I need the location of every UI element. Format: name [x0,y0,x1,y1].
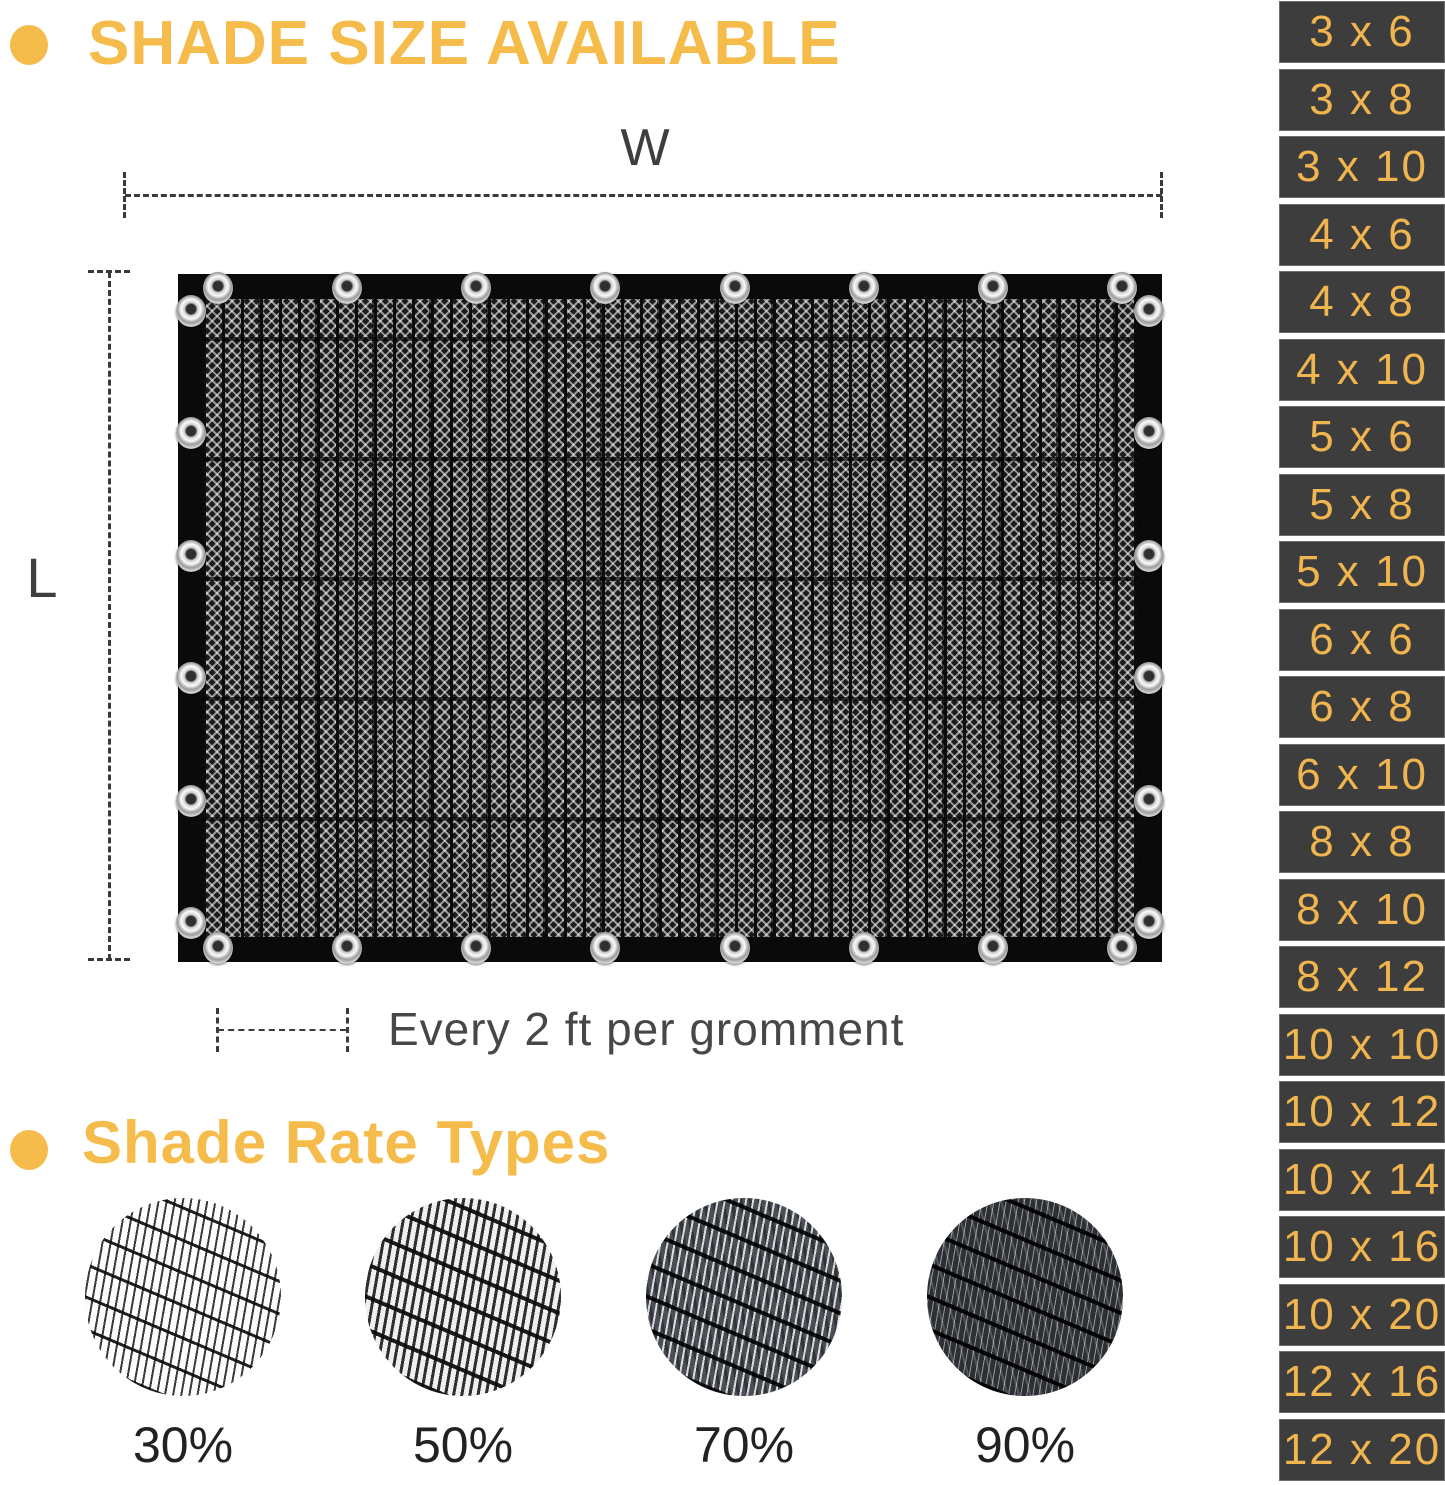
grommet [461,272,491,304]
shade-rate-swatch [365,1198,561,1396]
length-dimension-tick-top [88,270,130,273]
grommet [978,272,1008,304]
grommet-dimension-tick-right [346,1008,349,1052]
shade-rate-swatch [646,1198,842,1396]
shade-rate-swatch [927,1198,1123,1396]
size-box [1279,946,1445,1008]
size-label: 8 x 10 [1296,884,1428,934]
width-dimension-tick-right [1160,172,1163,218]
size-label: 12 x 20 [1282,1424,1442,1474]
grommet [590,932,620,964]
size-label: 5 x 6 [1309,412,1415,461]
shade-rate-item [85,1198,281,1474]
size-box [1279,676,1445,738]
size-box [1279,271,1445,333]
size-box [1279,339,1445,401]
shade-size-heading: SHADE SIZE AVAILABLE [88,9,841,78]
size-box [1279,1149,1445,1211]
size-label: 6 x 10 [1296,749,1428,799]
length-dimension-line [108,272,111,960]
shade-rate-label: 50% [412,1417,514,1473]
size-label: 4 x 8 [1309,277,1415,326]
grommet [1134,295,1164,327]
shade-net-mesh [203,299,1137,937]
shade-rate-item [646,1198,842,1474]
grommet [849,932,879,964]
size-label: 5 x 10 [1296,547,1428,596]
size-box [1279,136,1445,198]
size-box [1279,406,1445,468]
grommet [590,272,620,304]
bullet-dot [10,1130,48,1170]
grommet [1134,540,1164,572]
grommet [461,932,491,964]
grommet [332,932,362,964]
size-box [1279,744,1445,806]
size-label: 10 x 12 [1282,1087,1442,1136]
grommet [1107,272,1137,304]
size-box [1279,879,1445,941]
grommet [176,785,206,817]
size-box [1279,474,1445,536]
size-box [1279,69,1445,131]
size-box [1279,1419,1445,1481]
grommet [176,540,206,572]
length-label: L [26,546,58,609]
grommet [1134,662,1164,694]
size-label: 6 x 6 [1309,614,1415,664]
size-label: 5 x 8 [1309,479,1415,529]
shade-rate-heading: Shade Rate Types [82,1109,611,1176]
shade-rate-row [0,1198,1280,1485]
size-label: 3 x 10 [1296,142,1428,191]
size-box [1279,1081,1445,1143]
size-box [1279,1216,1445,1278]
shade-rate-label: 30% [132,1417,234,1473]
grommet [176,907,206,939]
size-label: 3 x 8 [1309,74,1415,124]
shade-net [178,274,1162,962]
size-label: 8 x 8 [1309,817,1415,866]
grommet [203,272,233,304]
grommet [203,932,233,964]
size-label: 6 x 8 [1309,682,1415,731]
grommet [176,295,206,327]
size-label: 4 x 6 [1309,209,1415,259]
grommet [176,662,206,694]
size-box [1279,1014,1445,1076]
size-box [1279,204,1445,266]
size-list [1279,1,1445,1481]
width-dimension-line [125,194,1162,197]
grommet [978,932,1008,964]
shade-rate-label: 70% [693,1417,795,1473]
size-label: 12 x 16 [1282,1357,1442,1406]
size-box [1279,1351,1445,1413]
size-label: 10 x 14 [1282,1154,1442,1204]
shade-rate-item [365,1198,561,1474]
width-dimension-tick-left [123,172,126,218]
size-box [1279,1284,1445,1346]
grommet [849,272,879,304]
size-label: 10 x 20 [1282,1289,1442,1339]
size-label: 10 x 16 [1282,1222,1442,1271]
grommet [1134,785,1164,817]
shade-rate-swatch [85,1198,281,1396]
grommet [720,932,750,964]
length-dimension-tick-bottom [88,958,130,961]
size-box [1279,609,1445,671]
bullet-dot [10,25,48,65]
width-label: W [620,119,670,177]
size-box [1279,541,1445,603]
grommet [1134,907,1164,939]
grommet [332,272,362,304]
grommet-spacing-note: Every 2 ft per gromment [388,1003,905,1055]
grommet [720,272,750,304]
size-label: 4 x 10 [1296,344,1428,394]
size-box [1279,811,1445,873]
shade-rate-item [927,1198,1123,1474]
size-label: 10 x 10 [1282,1019,1442,1069]
size-label: 3 x 6 [1309,7,1415,56]
grommet [1134,417,1164,449]
size-box [1279,1,1445,63]
size-label: 8 x 12 [1296,952,1428,1001]
grommet-dimension-line [218,1029,346,1031]
grommet [176,417,206,449]
grommet [1107,932,1137,964]
shade-rate-label: 90% [974,1417,1076,1473]
